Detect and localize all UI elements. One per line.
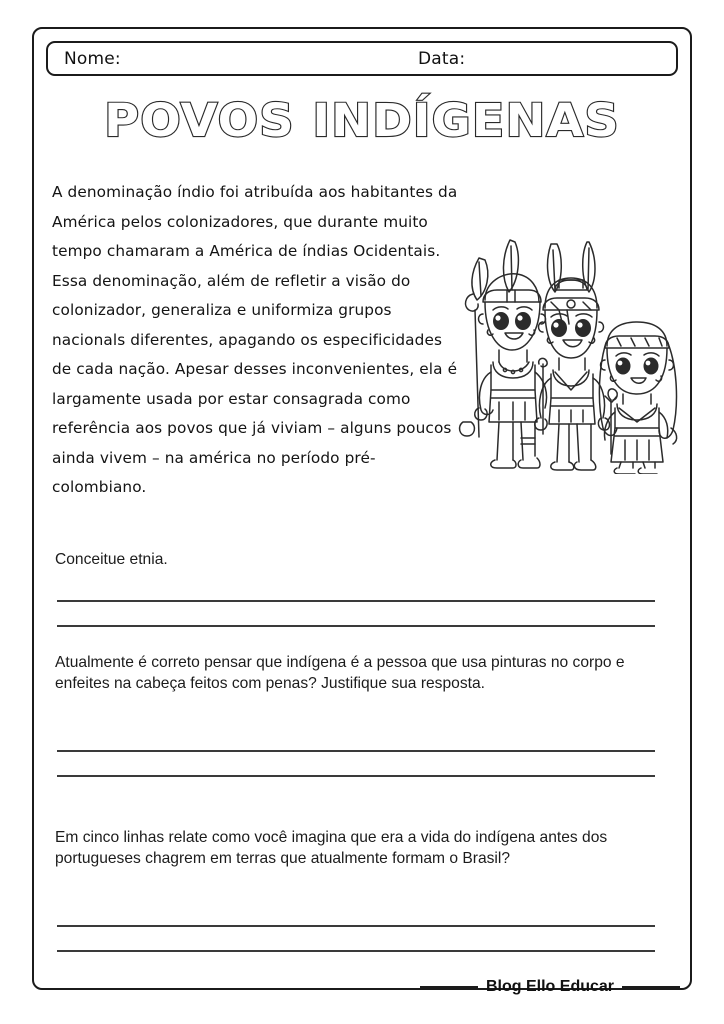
answer-line-q3-1[interactable] — [57, 925, 655, 927]
answer-line-q1-1[interactable] — [57, 600, 655, 602]
answer-line-q3-2[interactable] — [57, 950, 655, 952]
page-title: POVOS INDÍGENAS — [104, 94, 620, 147]
date-label: Data: — [418, 49, 466, 69]
indigenous-children-illustration-group-2 — [455, 222, 687, 474]
footer-rule-right — [622, 986, 680, 988]
name-date-box — [46, 41, 678, 76]
question-2: Atualmente é correto pensar que indígena é a pessoa que usa pinturas no corpo e enfeites na cabeça feitos com penas? Justifique sua resposta. — [55, 654, 625, 692]
answer-line-q2-1[interactable] — [57, 750, 655, 752]
name-label: Nome: — [64, 49, 121, 69]
footer — [420, 978, 680, 996]
answer-line-q1-2[interactable] — [57, 625, 655, 627]
answer-line-q2-2[interactable] — [57, 775, 655, 777]
question-1: Conceitue etnia. — [55, 551, 168, 568]
question-3: Em cinco linhas relate como você imagina que era a vida do indígena antes dos portugueses chagrem em terras que atualmente formam o Brasil? — [55, 829, 608, 867]
footer-label: Blog Ello Educar — [486, 978, 615, 995]
footer-rule-left — [420, 986, 478, 988]
body-paragraph: A denominação índio foi atribuída aos habitantes da América pelos colonizadores, que durante muito tempo chamaram a América de índias Ocidentais. Essa denominação, além de refletir a visão do colonizador, generaliza e uniformiza grupos nacionals diferentes, apagando os especificidades de cada nação. Apesar desses inconvenientes, ela é largamente usada por estar consagrada como referência aos povos que já viviam – alguns poucos ainda vivem – na américa no período pré-colombiano. — [52, 183, 458, 496]
